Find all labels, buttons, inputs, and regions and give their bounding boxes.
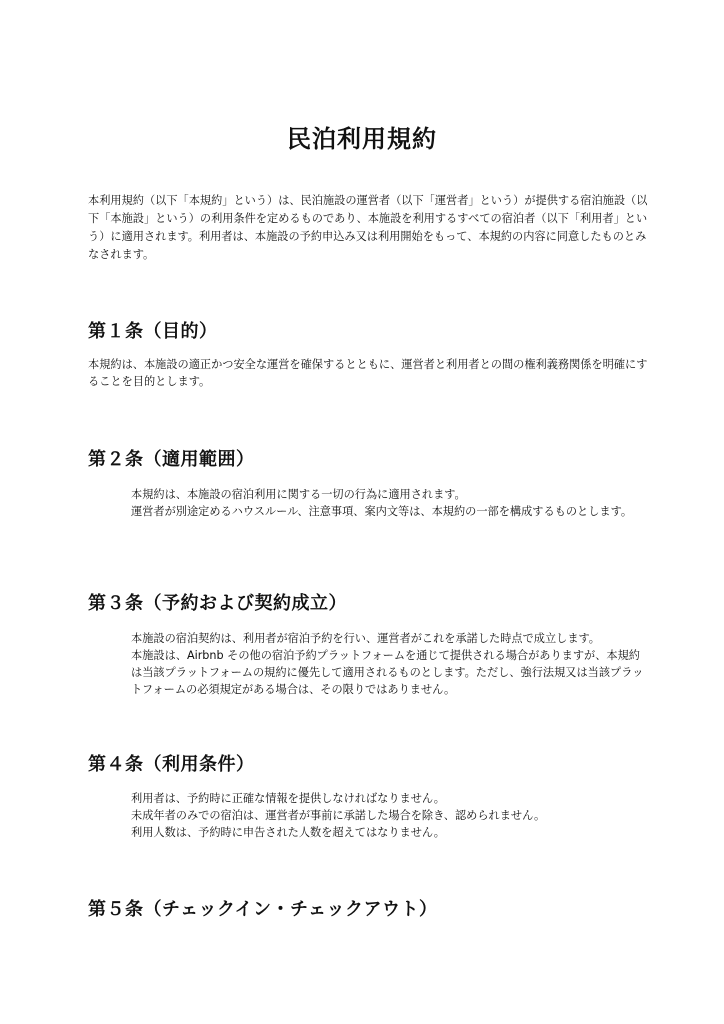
article-2-body — [131, 486, 651, 520]
article-4-paragraph-2: 未成年者のみでの宿泊は、運営者が事前に承諾した場合を除き、認められません。 — [131, 809, 546, 822]
article-4-body — [131, 790, 651, 841]
article-2-paragraph-1: 本規約は、本施設の宿泊利用に関する一切の行為に適用されます。 — [131, 488, 466, 501]
article-3-heading: 第３条（予約および契約成立） — [88, 593, 347, 614]
article-1-body — [88, 356, 648, 390]
article-2-heading: 第２条（適用範囲） — [88, 449, 255, 470]
article-4-paragraph-1: 利用者は、予約時に正確な情報を提供しなければなりません。 — [131, 792, 445, 805]
document-title: 民泊利用規約 — [287, 125, 437, 153]
article-4-heading: 第４条（利用条件） — [88, 754, 255, 775]
article-3-body — [131, 630, 651, 698]
intro-paragraph: 本利用規約（以下「本規約」という）は、民泊施設の運営者（以下「運営者」という）が提供する宿泊施設（以下「本施設」という）の利用条件を定めるものであり、本施設を利用するすべての宿泊者（以下「利用者」という）に適用されます。利用者は、本施設の予約申込み又は利用開始をもって、本規約の内容に同意したものとみなされます。 — [88, 194, 648, 261]
article-1-paragraph-1: 本規約は、本施設の適正かつ安全な運営を確保するとともに、運営者と利用者との間の権利義務関係を明確にすることを目的とします。 — [88, 358, 648, 388]
article-4-paragraph-3: 利用人数は、予約時に申告された人数を超えてはなりません。 — [131, 826, 445, 839]
article-3-paragraph-2: 本施設は、Airbnb その他の宿泊予約プラットフォームを通じて提供される場合がありますが、本規約は当該プラットフォームの規約に優先して適用されるものとします。ただし、強行法規又は当該プラットフォームの必須規定がある場合は、その限りではありません。 — [131, 649, 644, 696]
article-2-paragraph-2: 運営者が別途定めるハウスルール、注意事項、案内文等は、本規約の一部を構成するものとします。 — [131, 505, 633, 518]
article-3-paragraph-1: 本施設の宿泊契約は、利用者が宿泊予約を行い、運営者がこれを承諾した時点で成立します。 — [131, 632, 600, 645]
article-1-heading: 第１条（目的） — [88, 321, 218, 342]
article-5-heading: 第５条（チェックイン・チェックアウト） — [88, 899, 438, 920]
